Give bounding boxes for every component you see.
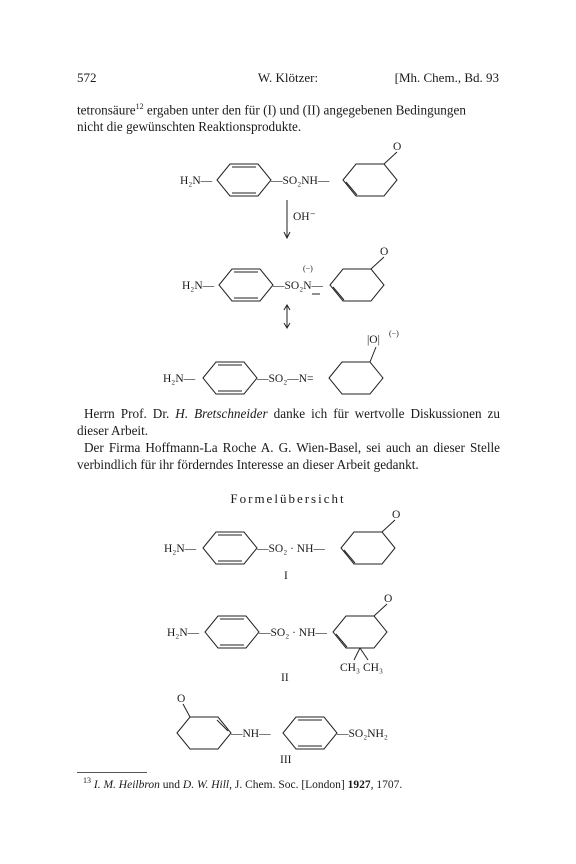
structure-I [164, 509, 400, 582]
thanks-paragraph-1: Herrn Prof. Dr. H. Bretschneider danke ich für wertvolle Diskussionen zu dieser Arbeit. [77, 406, 501, 438]
thanks-person: H. Bretschneider [175, 406, 268, 421]
middle-charge: (−) [303, 264, 313, 273]
structure-II [167, 593, 392, 684]
benzene-ring-icon [217, 164, 271, 196]
III-link: —NH— [231, 728, 271, 740]
cyclohexenone-ring-icon [343, 152, 397, 196]
I-link: —SO₂ · NH— [257, 543, 325, 555]
section-title: Formelübersicht [230, 491, 346, 506]
footnote: $^{13}$ I. M. Heilbron und D. W. Hill, J. Chem. Soc. [London] 1927, 1707. [83, 776, 403, 791]
middle-oxo: O [380, 246, 389, 258]
intro-line2: nicht die gewünschten Reaktionsprodukte. [77, 119, 302, 135]
structure-middle [182, 246, 388, 301]
dimedone-ring-icon [333, 604, 387, 660]
benzene-ring-icon [205, 616, 259, 648]
II-amine: H₂N— [167, 627, 200, 639]
II-label: II [281, 672, 289, 684]
running-author: W. Klötzer: [257, 70, 319, 85]
structure-bottom [163, 329, 399, 394]
III-label: III [280, 754, 292, 766]
II-oxo: O [384, 593, 393, 605]
running-journal: [Mh. Chem., Bd. 93 [394, 70, 499, 85]
footnote-ref[interactable]: 12 [135, 102, 144, 111]
middle-amine: H₂N— [182, 280, 215, 292]
bottom-charge: (−) [389, 329, 399, 338]
reaction-arrow-icon [284, 200, 290, 238]
reagent-label: OH⁻ [293, 211, 316, 223]
benzene-ring-icon [283, 717, 337, 749]
middle-link: —SO₂N— [273, 280, 324, 292]
footnote-rule [77, 772, 147, 773]
II-methyl-1: CH₃ [340, 662, 360, 674]
benzene-ring-icon [219, 269, 273, 301]
intro-word: tetronsäure [77, 102, 136, 118]
III-oxo: O [177, 693, 186, 705]
footnote-number: 13 [83, 776, 91, 785]
bottom-link: —SO₂—N= [257, 373, 314, 385]
resonance-arrow-icon [284, 305, 290, 328]
structure-III [177, 693, 388, 766]
benzene-ring-icon [203, 362, 257, 394]
I-amine: H₂N— [164, 543, 197, 555]
cyclohexenone-ring-icon [330, 257, 384, 301]
III-tail: —SO₂NH₂ [337, 728, 388, 740]
II-link: —SO₂ · NH— [259, 627, 327, 639]
benzene-ring-icon [203, 532, 257, 564]
cyclohexenone-ring-icon [177, 704, 231, 749]
thanks-paragraph-2: Der Firma Hoffmann-La Roche A. G. Wien-Basel, sei auch an dieser Stelle verbindlich für ihr förderndes Interesse an dieser Arbeit gedankt. [77, 440, 500, 472]
intro-rest: ergaben unter den für (I) und (II) angegebenen Bedingungen [143, 102, 466, 118]
bottom-oxo: |O| [367, 334, 380, 346]
page-number: 572 [77, 70, 97, 85]
II-methyl-2: CH₃ [363, 662, 383, 674]
cyclohexenone-ring-icon [341, 520, 395, 564]
I-label: I [284, 570, 288, 582]
structure-top [180, 141, 401, 196]
I-oxo: O [392, 509, 401, 521]
cyclohexene-ring-icon [329, 347, 383, 394]
bottom-amine: H₂N— [163, 373, 196, 385]
top-link: —SO₂NH— [271, 175, 330, 187]
top-amine: H₂N— [180, 175, 213, 187]
top-oxo: O [393, 141, 402, 153]
